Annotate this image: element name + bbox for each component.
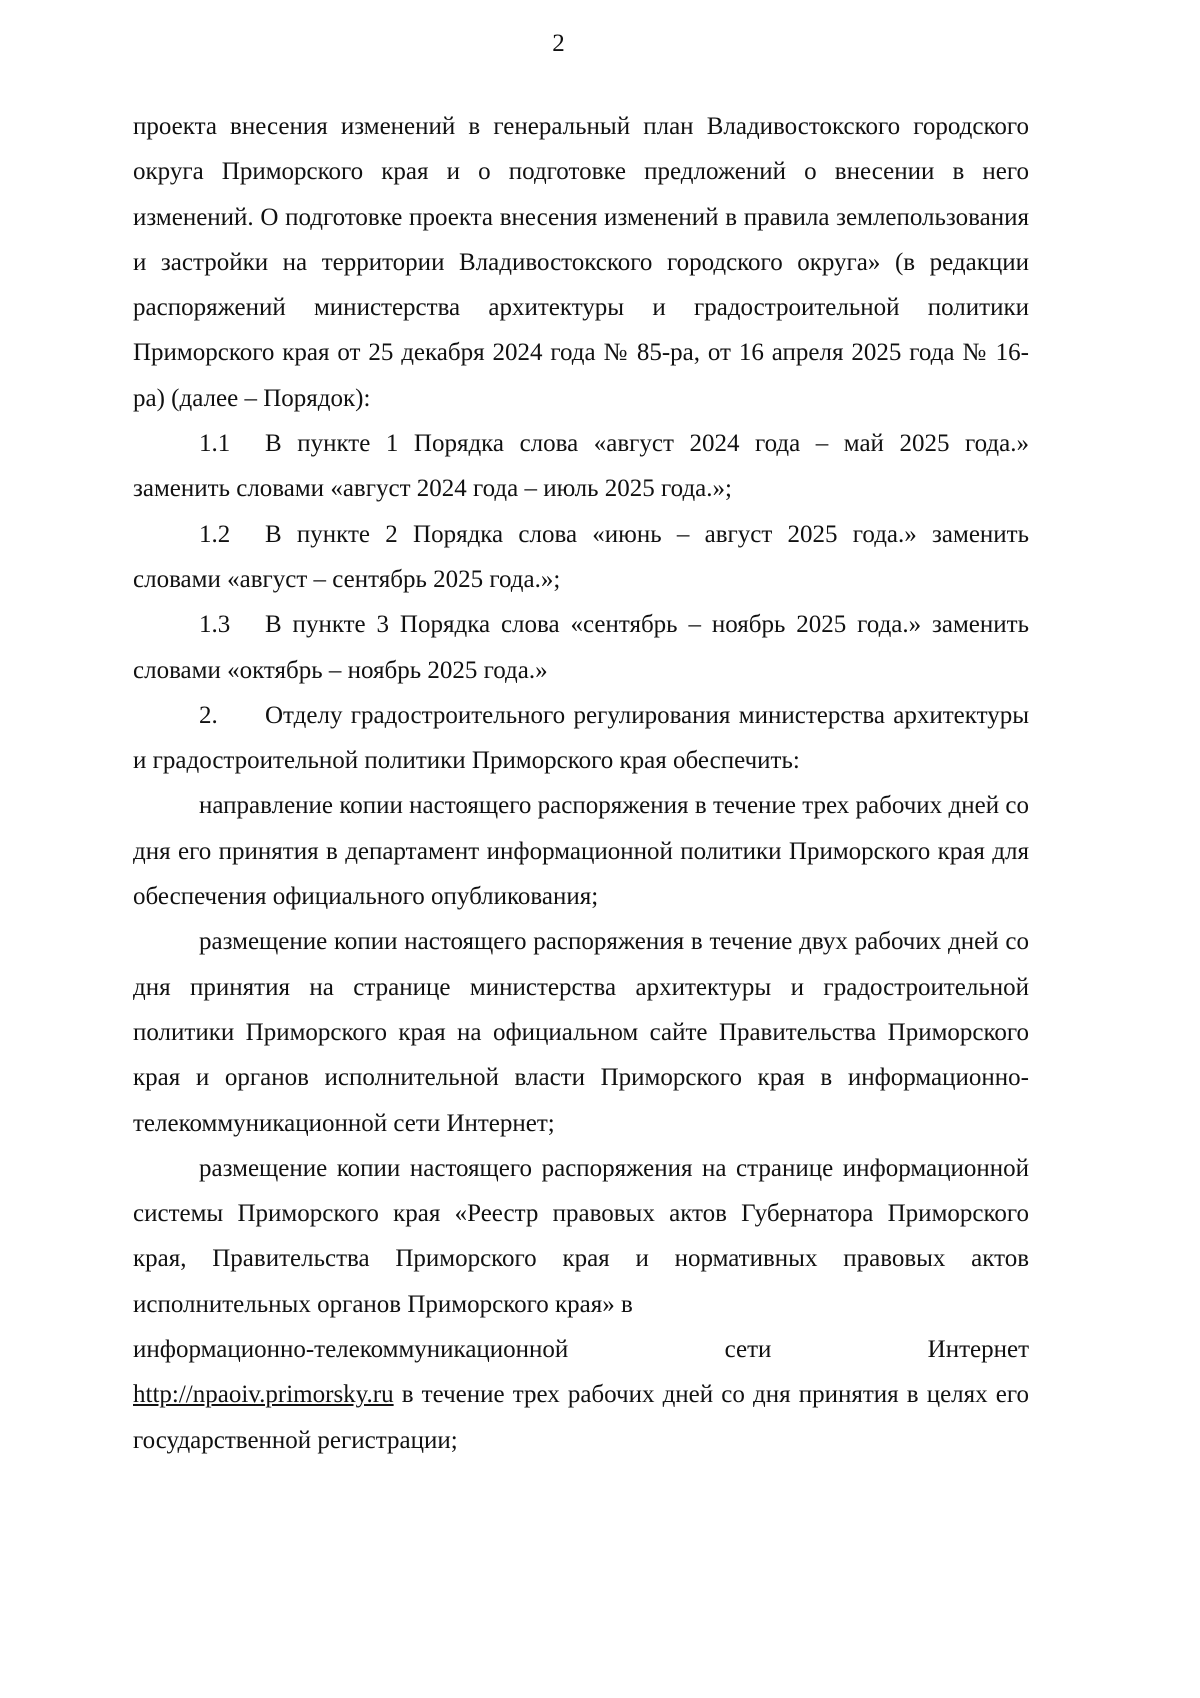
paragraph-direction: направление копии настоящего распоряжения в течение трех рабочих дней со дня его принятия в департамент информационной политики Приморского края для обеспечения официального опубликования;: [133, 792, 1029, 911]
paragraph-number: 1.1: [199, 430, 231, 458]
document-body: [133, 104, 1029, 1463]
paragraph-number: 1.3: [199, 611, 231, 639]
paragraph-text: в течение трех рабочих дней со дня принятия в целях его государственной регистрации;: [133, 1381, 1029, 1454]
registry-link[interactable]: http://npaoiv.primorsky.ru: [133, 1381, 394, 1409]
paragraph-1-3: [133, 602, 1029, 693]
paragraph-text: В пункте 1 Порядка слова «август 2024 года – май 2025 года.» заменить словами «август 2024 года – июль 2025 года.»;: [133, 430, 1029, 503]
paragraph-placement-registry-line: [133, 1327, 1029, 1372]
line-word: сети: [724, 1336, 772, 1364]
paragraph-text: В пункте 2 Порядка слова «июнь – август 2025 года.» заменить словами «август – сентябрь 2025 года.»;: [133, 520, 1029, 593]
page-number: 2: [552, 30, 565, 57]
line-word: информационно-телекоммуникационной: [133, 1336, 569, 1364]
paragraph-number: 2.: [199, 701, 218, 729]
paragraph-intro: проекта внесения изменений в генеральный план Владивостокского городского округа Приморского края и о подготовке предложений о внесении в него изменений. О подготовке проекта внесения изменений в правила землепользования и застройки на территории Владивостокского городского округа» (в редакции распоряжений министерства архитектуры и градостроительной политики Приморского края от 25 декабря 2024 года № 85-ра, от 16 апреля 2025 года № 16-ра) (далее – Порядок):: [133, 113, 1029, 412]
paragraph-placement-registry: размещение копии настоящего распоряжения на странице информационной системы Приморского края «Реестр правовых актов Губернатора Приморского края, Правительства Приморского края и нормативных правовых актов исполнительных органов Приморского края» в: [133, 1154, 1029, 1318]
paragraph-1-2: [133, 512, 1029, 603]
paragraph-text: Отделу градостроительного регулирования министерства архитектуры и градостроительной политики Приморского края обеспечить:: [133, 701, 1029, 775]
paragraph-1-1: [133, 421, 1029, 512]
paragraph-2: [133, 693, 1029, 784]
paragraph-text: В пункте 3 Порядка слова «сентябрь – ноябрь 2025 года.» заменить словами «октябрь – ноябрь 2025 года.»: [133, 611, 1029, 684]
line-word: Интернет: [927, 1336, 1029, 1364]
paragraph-number: 1.2: [199, 520, 231, 548]
paragraph-placement-registry-end: [133, 1372, 1029, 1463]
paragraph-placement-site: размещение копии настоящего распоряжения в течение двух рабочих дней со дня принятия на странице министерства архитектуры и градостроительной политики Приморского края на официальном сайте Правительства Приморского края и органов исполнительной власти Приморского края в информационно-телекоммуникационной сети Интернет;: [133, 928, 1029, 1137]
